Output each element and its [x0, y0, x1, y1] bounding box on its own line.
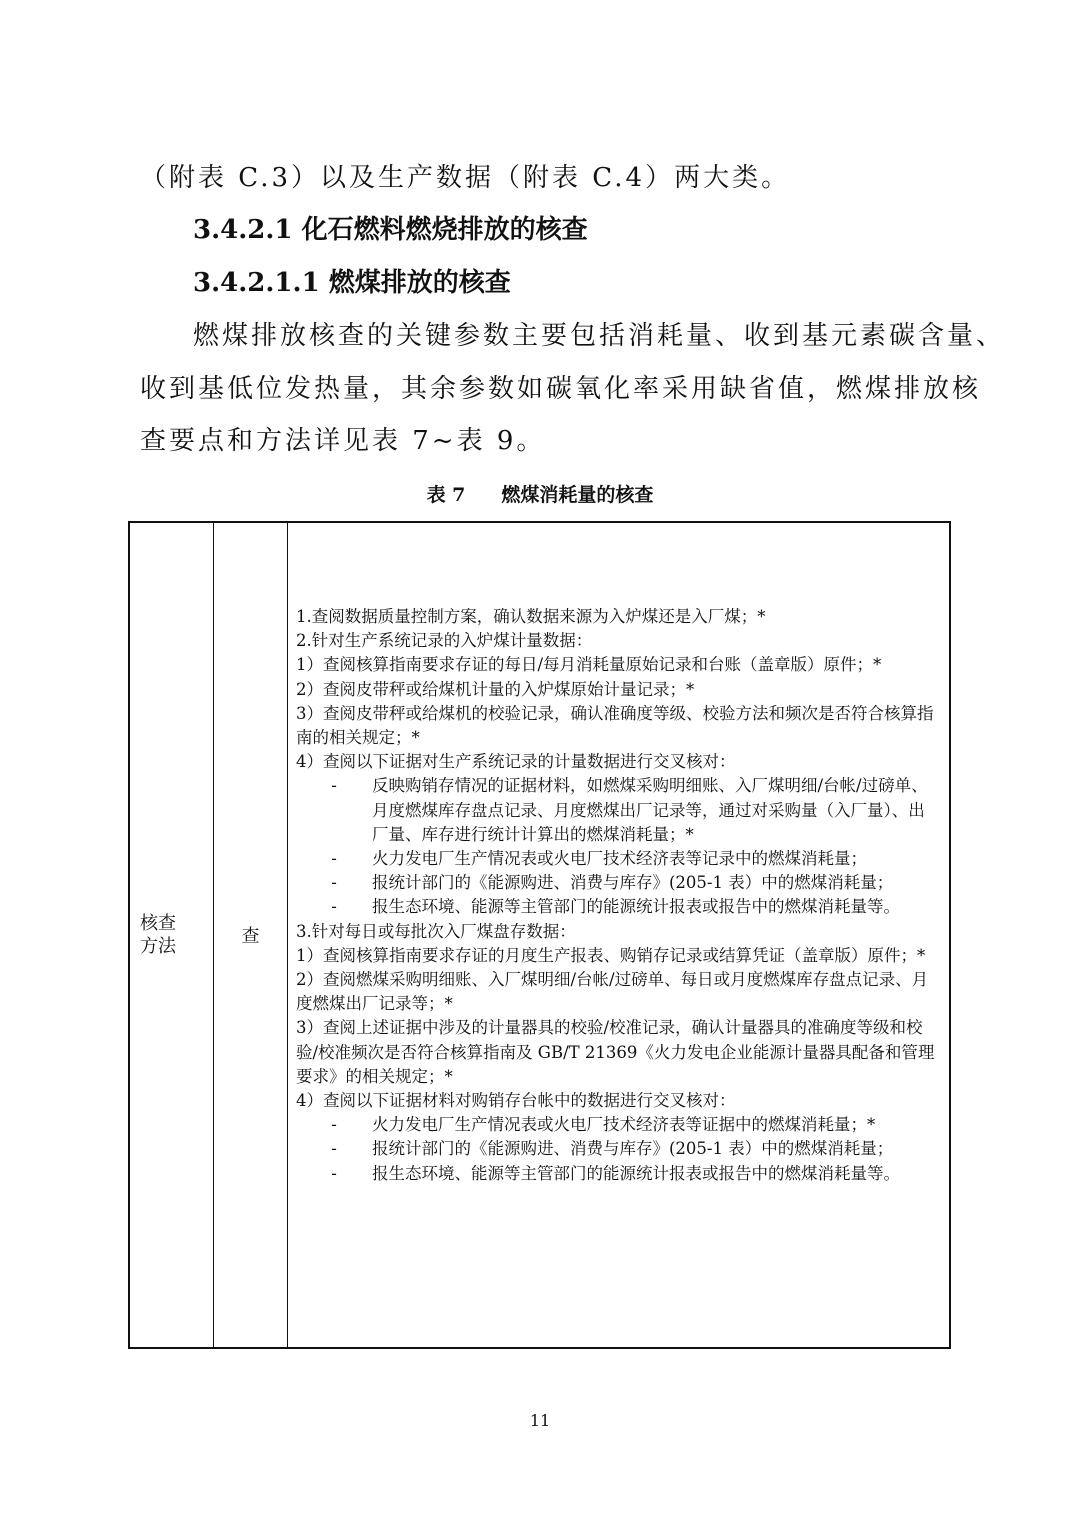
section-heading-3-4-2-1-1: 3.4.2.1.1 燃煤排放的核查 — [193, 268, 511, 298]
item-3-3: 3）查阅上述证据中涉及的计量器具的校验/校准记录，确认计量器具的准确度等级和校验/校准频次是否符合核算指南及 GB/T 21369《火力发电企业能源计量器具配备和管理要求》的相关规定；* — [296, 1018, 935, 1086]
table-caption — [0, 480, 1080, 507]
paragraph-line-3: 查要点和方法详见表 7~表 9。 — [140, 426, 546, 456]
method-label-line-2: 方法 — [140, 936, 176, 957]
item-3-4: 4）查阅以下证据材料对购销存台帐中的数据进行交叉核对： — [296, 1091, 736, 1111]
verification-table — [128, 521, 951, 1349]
item-1: 1.查阅数据质量控制方案，确认数据来源为入炉煤还是入厂煤；* — [296, 607, 766, 626]
item-2: 2.针对生产系统记录的入炉煤计量数据： — [296, 631, 593, 651]
bullet-3: - 报统计部门的《能源购进、消费与库存》(205-1 表）中的燃煤消耗量； — [331, 873, 894, 893]
method-content-cell — [288, 522, 951, 1348]
method-label-cell — [129, 522, 214, 1348]
item-3-1: 1）查阅核算指南要求存证的月度生产报表、购销存记录或结算凭证（盖章版）原件；* — [296, 945, 926, 965]
bullet-2: - 火力发电厂生产情况表或火电厂技术经济表等记录中的燃煤消耗量； — [331, 849, 867, 869]
bullet-6: - 报统计部门的《能源购进、消费与库存》(205-1 表）中的燃煤消耗量； — [331, 1139, 894, 1159]
item-3-2: 2）查阅燃煤采购明细账、入厂煤明细/台帐/过磅单、每日或月度燃煤库存盘点记录、月度燃煤出厂记录等；* — [296, 970, 929, 1014]
item-2-4: 4）查阅以下证据对生产系统记录的计量数据进行交叉核对： — [296, 752, 736, 772]
check-type-cell: 查 — [214, 522, 288, 1348]
bullet-5: - 火力发电厂生产情况表或火电厂技术经济表等证据中的燃煤消耗量；* — [331, 1115, 876, 1135]
item-3: 3.针对每日或每批次入厂煤盘存数据： — [296, 921, 576, 941]
table-number: 表 7 — [426, 484, 466, 506]
bullet-4: - 报生态环境、能源等主管部门的能源统计报表或报告中的燃煤消耗量等。 — [331, 897, 900, 917]
item-2-2: 2）查阅皮带秤或给煤机计量的入炉煤原始计量记录；* — [296, 679, 695, 699]
paragraph-line-2: 收到基低位发热量，其余参数如碳氧化率采用缺省值，燃煤排放核 — [140, 374, 982, 404]
table-title: 燃煤消耗量的核查 — [501, 484, 654, 506]
section-heading-3-4-2-1: 3.4.2.1 化石燃料燃烧排放的核查 — [193, 215, 588, 245]
item-2-1: 1）查阅核算指南要求存证的每日/每月消耗量原始记录和台账（盖章版）原件；* — [296, 655, 882, 675]
method-label-line-1: 核查 — [140, 913, 176, 934]
page-number: 11 — [529, 1411, 551, 1430]
item-2-3: 3）查阅皮带秤或给煤机的校验记录，确认准确度等级、校验方法和频次是否符合核算指南的相关规定；* — [296, 703, 934, 748]
bullet-1: - 反映购销存情况的证据材料，如燃煤采购明细账、入厂煤明细/台帐/过磅单、月度燃煤库存盘点记录、月度燃煤出厂记录等，通过对采购量（入厂量）、出厂量、库存进行统计计算出的燃煤消耗量；* — [331, 776, 928, 844]
paragraph-line-1: 燃煤排放核查的关键参数主要包括消耗量、收到基元素碳含量、 — [193, 321, 1006, 351]
bullet-7: - 报生态环境、能源等主管部门的能源统计报表或报告中的燃煤消耗量等。 — [331, 1163, 900, 1183]
paragraph-continuation: （附表 C.3）以及生产数据（附表 C.4）两大类。 — [140, 163, 791, 193]
